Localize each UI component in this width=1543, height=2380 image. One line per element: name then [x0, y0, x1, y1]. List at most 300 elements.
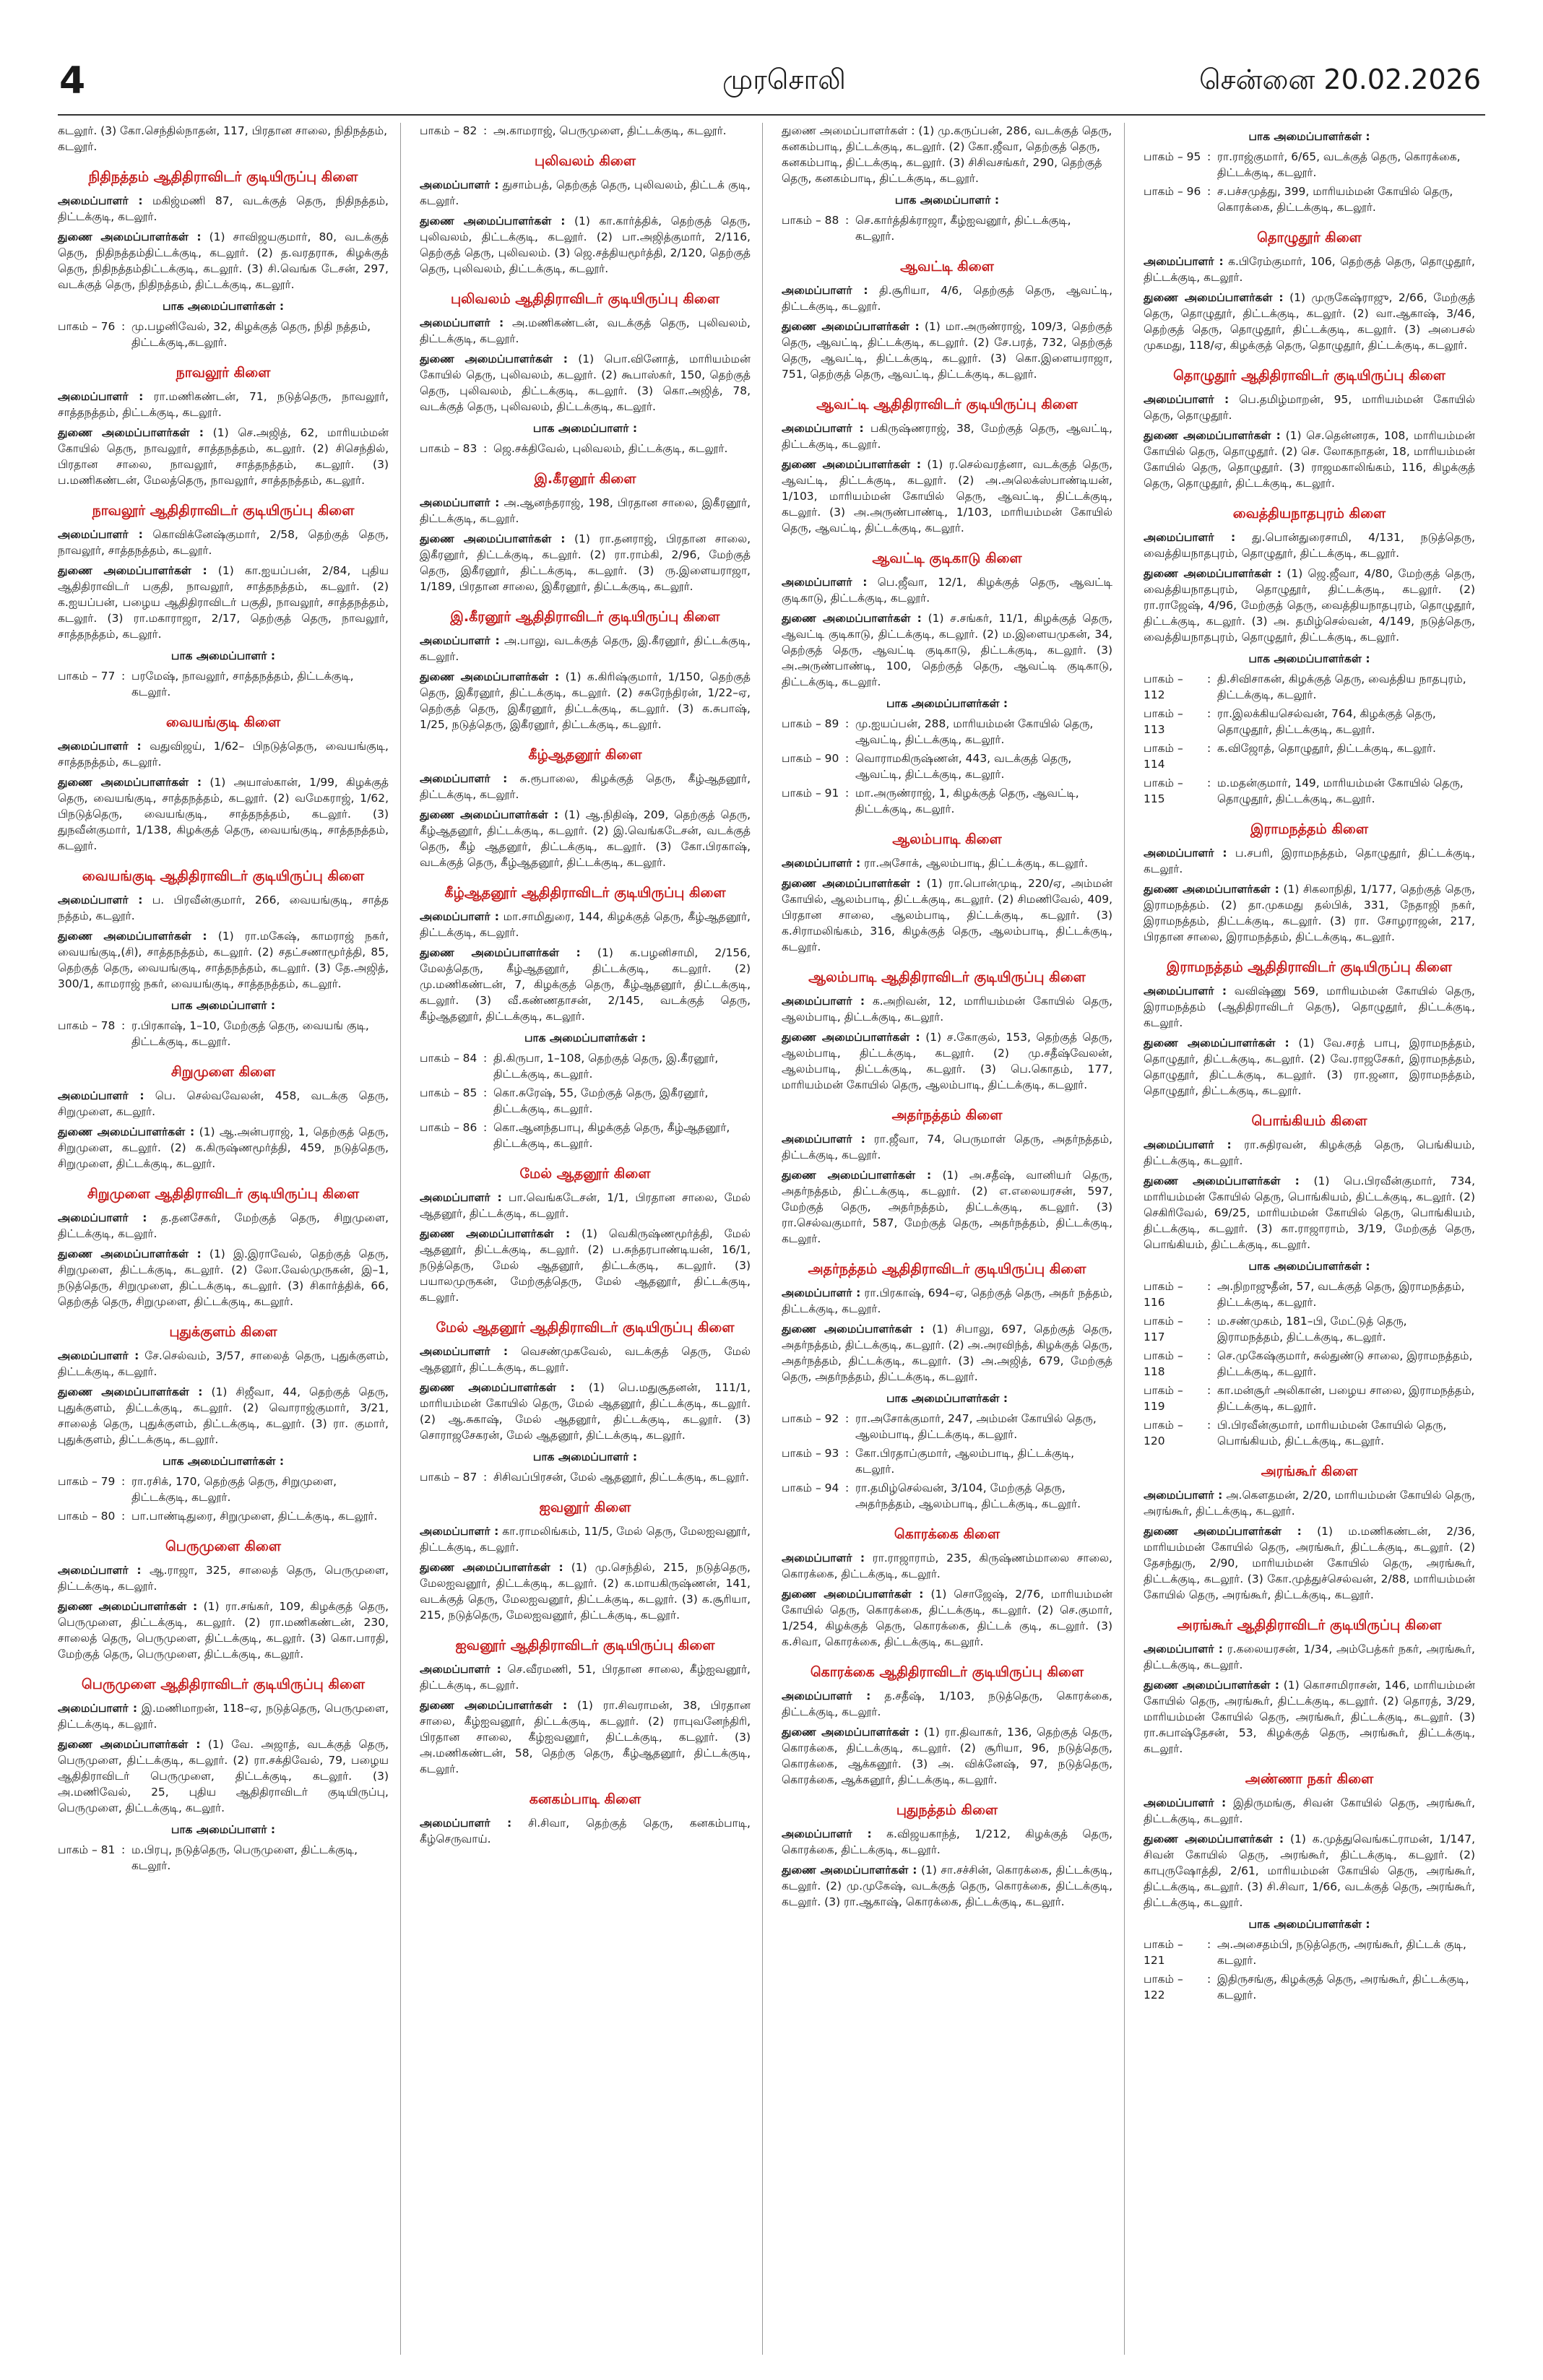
- role-label: துணை அமைப்பாளர்கள் :: [782, 1864, 917, 1877]
- part-details: தி.சிவிசாகன், கிழக்குத் தெரு, வைத்திய நாதபுரம், திட்டக்குடி, கடலூர்.: [1217, 672, 1466, 701]
- member-entry: [420, 807, 751, 870]
- member-details: சு.ரூபாலை, கிழக்குத் தெரு, கீழ்ஆதனூர், திட்டக்குடி, கடலூர்.: [420, 772, 751, 801]
- part-colon: :: [1207, 707, 1211, 720]
- branch-block: [58, 868, 389, 1050]
- role-label: அமைப்பாளர் :: [1144, 1138, 1232, 1151]
- member-details: பகிருஷ்ணராஜ், 38, மேற்குத் தெரு, ஆவட்டி, திட்டக்குடி, கடலூர்.: [782, 422, 1112, 451]
- role-label: அமைப்பாளர் :: [782, 1552, 865, 1565]
- part-row: [1144, 1417, 1475, 1449]
- member-entry: [1144, 1831, 1475, 1911]
- member-details: (1) சா.சச்சின், கொரக்கை, திட்டக்குடி, கடலூர். (2) மு.முகேஷ், வடக்குத் தெரு, கொரக்கை, திட்டக்குடி, கடலூர். (3) ரா.ஆகாஷ், கொரக்கை, திட்டக்குடி, கடலூர்.: [782, 1864, 1112, 1908]
- member-entry: [782, 1029, 1112, 1093]
- branch-block: [782, 123, 1112, 244]
- role-label: அமைப்பாளர் :: [58, 528, 143, 541]
- member-entry: [1144, 1035, 1475, 1099]
- part-details: பா.பாண்டிதுரை, சிறுமுளை, திட்டக்குடி, கடலூர்.: [131, 1510, 378, 1523]
- part-organisers-heading: பாக அமைப்பாளர்கள் :: [524, 1031, 647, 1044]
- part-number: பாகம் – 118: [1144, 1349, 1183, 1378]
- member-details: அ.மணிகண்டன், வடக்குத் தெரு, புலிவலம், திட்டக்குடி, கடலூர்.: [420, 316, 751, 345]
- branch-title: நாவலூர் கிளை: [176, 365, 271, 381]
- part-colon: :: [845, 752, 850, 765]
- branch-title: பெருமுளை ஆதிதிராவிடர் குடியிருப்பு கிளை: [81, 1676, 366, 1692]
- part-colon: :: [1207, 150, 1211, 163]
- part-organisers-heading: பாக அமைப்பாளர் :: [170, 999, 276, 1012]
- role-label: துணை அமைப்பாளர்கள் :: [782, 877, 921, 890]
- branch-block: [1144, 506, 1475, 807]
- member-entry: [782, 1321, 1112, 1385]
- branch-block: [1144, 1113, 1475, 1449]
- role-label: துணை அமைப்பாளர்கள் :: [58, 426, 204, 439]
- branch-block: [1144, 230, 1475, 353]
- part-colon: :: [121, 1475, 126, 1488]
- member-details: (1) ரா.தனராஜ், பிரதான சாலை, இகீரனூர், திட்டக்குடி, கடலூர். (2) ரா.ராம்கி, 2/96, மேற்குத் தெரு, இகீரனூர், திட்டக்குடி, கடலூர். (3) ரு.இளையராஜா, 1/189, பிரதான சாலை, இகீரனூர், திட்டக்குடி, கடலூர்.: [420, 532, 751, 593]
- branch-block: [1144, 368, 1475, 491]
- member-entry: [58, 229, 389, 293]
- member-entry: [420, 1697, 751, 1777]
- part-number: பாகம் – 77: [58, 670, 116, 683]
- part-row: [1144, 1313, 1475, 1345]
- member-entry: [1144, 1677, 1475, 1757]
- member-entry: [782, 1131, 1112, 1163]
- member-entry: [58, 1348, 389, 1380]
- part-organisers-heading: பாக அமைப்பாளர்கள் :: [162, 1455, 285, 1468]
- member-details: கா.ராமலிங்கம், 11/5, மேல் தெரு, மேலஐவனூர், திட்டக்குடி, கடலூர்.: [420, 1525, 751, 1554]
- branch-title: அரங்கூர் கிளை: [1261, 1463, 1358, 1479]
- part-organisers-heading: பாக அமைப்பாளர்கள் :: [886, 1392, 1008, 1405]
- part-details: கொ.சுரேஷ், 55, மேற்குத் தெரு, இகீரனூர், திட்டக்குடி, கடலூர்.: [493, 1086, 709, 1115]
- branch-title: வைத்தியநாதபுரம் கிளை: [1232, 506, 1386, 522]
- part-row: [420, 123, 751, 139]
- part-row: [1144, 740, 1475, 772]
- part-details: தி.கிருபா, 1–108, தெற்குத் தெரு, இ.கீரனூர், திட்டக்குடி, கடலூர்.: [493, 1052, 719, 1081]
- branch-title: அண்ணா நகர் கிளை: [1245, 1771, 1374, 1787]
- part-row: [58, 1018, 389, 1050]
- column-4: [1144, 123, 1487, 2355]
- masthead: [0, 0, 1543, 108]
- part-details: செ.முகேஷ்குமார், சுல்துண்டு சாலை, இராமநத்தம், திட்டக்குடி, கடலூர்.: [1217, 1349, 1473, 1378]
- branch-title: கொரக்கை கிளை: [894, 1526, 1000, 1542]
- member-entry: [420, 1190, 751, 1221]
- part-row: [58, 319, 389, 350]
- part-details: ம.சண்முகம், 181–பி, மேட்டுத் தெரு, இராமநத்தம், திட்டக்குடி, கடலூர்.: [1217, 1315, 1407, 1343]
- member-entry: [782, 855, 1112, 871]
- member-entry: [1144, 529, 1475, 561]
- branch-title: புதுநத்தம் கிளை: [896, 1802, 998, 1818]
- member-details: ரா.ராஜாராம், 235, கிருஷ்ணம்மாலை சாலை, கொரக்கை, திட்டக்குடி, கடலூர்.: [782, 1552, 1112, 1580]
- part-number: பாகம் – 113: [1144, 707, 1183, 736]
- part-colon: :: [845, 1447, 850, 1460]
- role-label: அமைப்பாளர் :: [1144, 847, 1227, 860]
- member-details: (1) செ.அஜித், 62, மாரியம்மன் கோயில் தெரு, நாவலூர், சாத்தநத்தம், கடலூர். (2) சிசெந்தில், பிரதான சாலை, நாவலூர், சாத்தநத்தம், கடலூர். (3) ப.மணிகண்டன், மேலத்தெரு, நாவலூர், சாத்தநத்தம், கடலூர்.: [58, 426, 389, 487]
- part-details: கா.மன்சூர் அலிகான், பழைய சாலை, இராமநத்தம், திட்டக்குடி, கடலூர்.: [1217, 1384, 1475, 1413]
- member-details: (1) வெகிருஷ்ணமூர்த்தி, மேல் ஆதனூர், திட்டக்குடி, கடலூர். (2) ப.சுந்தரபாண்டியன், 16/1, நடுத்தெரு, மேல் ஆதனூர், திட்டக்குடி, கடலூர். (3) பயாலமுருகன், மேற்குத்தெரு, மேல் ஆதனூர், திட்டக்குடி, கடலூர்.: [420, 1227, 751, 1304]
- part-colon: :: [121, 1510, 126, 1523]
- part-colon: :: [1207, 1938, 1211, 1951]
- member-entry: [58, 1384, 389, 1448]
- member-entry: [1144, 428, 1475, 491]
- part-number: பாகம் – 89: [782, 717, 839, 730]
- member-entry: [1144, 1795, 1475, 1827]
- branch-title: கனகம்பாடி கிளை: [529, 1791, 641, 1807]
- part-row: [420, 1469, 751, 1485]
- role-label: துணை அமைப்பாளர்கள் :: [58, 230, 202, 243]
- role-label: துணை அமைப்பாளர்கள் :: [420, 1561, 563, 1574]
- part-row: [782, 716, 1112, 748]
- part-colon: :: [483, 1052, 488, 1065]
- part-details: மு.ஐயப்பன், 288, மாரியம்மன் கோயில் தெரு, ஆவட்டி, திட்டக்குடி, கடலூர்.: [855, 717, 1094, 746]
- member-details: ஆ.ராஜா, 325, சாலைத் தெரு, பெருமுளை, திட்டக்குடி, கடலூர்.: [58, 1564, 389, 1593]
- part-details: மு.பழனிவேல், 32, கிழக்குத் தெரு, நிதி நத்தம், திட்டக்குடி,கடலூர்.: [131, 320, 371, 349]
- role-label: அமைப்பாளர் :: [420, 316, 504, 329]
- branch-block: [782, 397, 1112, 536]
- member-details: ரா.அசோக், ஆலம்பாடி, திட்டக்குடி, கடலூர்.: [864, 857, 1089, 870]
- member-entry: [1144, 1487, 1475, 1519]
- branch-block: [420, 471, 751, 594]
- member-details: (1) க.கிரிஷ்குமார், 1/150, தெற்குத் தெரு, இகீரனூர், திட்டக்குடி, கடலூர். (2) சசுரேந்திரன், 1/22–ஏ, தெற்குத் தெரு, இகீரனூர், திட்டக்குடி, கடலூர். (3) க.சுபாஷ், 1/25, நடுத்தெரு, இகீரனூர், திட்டக்குடி, கடலூர்.: [420, 670, 751, 731]
- continued-text: கடலூர். (3) கோ.செந்தில்நாதன், 117, பிரதான சாலை, நிதிநத்தம், கடலூர்.: [58, 124, 388, 153]
- role-label: துணை அமைப்பாளர்கள் :: [58, 1247, 202, 1260]
- role-label: துணை அமைப்பாளர்கள் :: [420, 670, 560, 683]
- part-number: பாகம் – 79: [58, 1475, 116, 1488]
- branch-block: [58, 169, 389, 350]
- member-entry: [1144, 391, 1475, 423]
- part-details: ம.பிரபு, நடுத்தெரு, பெருமுளை, திட்டக்குடி, கடலூர்.: [131, 1843, 358, 1872]
- part-number: பாகம் – 76: [58, 320, 116, 333]
- part-row: [58, 1474, 389, 1505]
- role-label: அமைப்பாளர் :: [1144, 255, 1224, 268]
- member-details: அ.பாலு, வடக்குத் தெரு, இ.கீரனூர், திட்டக்குடி, கடலூர்.: [420, 634, 751, 663]
- role-label: துணை அமைப்பாளர்கள் :: [782, 1726, 920, 1739]
- member-entry: [1144, 1641, 1475, 1673]
- member-details: இதிருமங்கு, சிவன் கோயில் தெரு, அரங்கூர், திட்டக்குடி, கடலூர்.: [1144, 1796, 1476, 1825]
- branch-block: [782, 831, 1112, 955]
- member-entry: [420, 495, 751, 527]
- branch-block: [420, 1320, 751, 1485]
- branch-title: அதர்நத்தம் கிளை: [891, 1107, 1003, 1123]
- member-details: க.அறிவன், 12, மாரியம்மன் கோயில் தெரு, ஆலம்பாடி, திட்டக்குடி, கடலூர்.: [782, 995, 1112, 1024]
- part-details: ரா.இலக்கியசெல்வன், 764, கிழக்குத் தெரு, தொழுதூர், திட்டக்குடி, கடலூர்.: [1217, 707, 1436, 736]
- member-entry: [782, 1167, 1112, 1247]
- branch-title: நிதிநத்தம் ஆதிதிராவிடர் குடியிருப்பு கிளை: [88, 169, 358, 185]
- branch-title: வையங்குடி கிளை: [165, 714, 281, 730]
- member-entry: [420, 945, 751, 1024]
- member-entry: [782, 1285, 1112, 1317]
- role-label: அமைப்பாளர் :: [420, 1345, 509, 1358]
- member-entry: [420, 1226, 751, 1305]
- part-details: வொராமகிருஷ்ணன், 443, வடக்குத் தெரு, ஆவட்டி, திட்டக்குடி, கடலூர்.: [855, 752, 1072, 781]
- member-details: (1) பொ.வினோத், மாரியம்மன் கோயில் தெரு, புலிவலம், கடலூர். (2) கூபாஸ்கர், 150, தெற்குத் தெரு, புலிவலம், திட்டக்குடி, கடலூர். (3) கொ.அஜித், 78, வடக்குத் தெரு, புலிவலம், திட்டக்குடி, கடலூர்.: [420, 352, 751, 413]
- part-row: [1144, 1971, 1475, 2003]
- part-number: பாகம் – 90: [782, 752, 839, 765]
- role-label: அமைப்பாளர் :: [1144, 531, 1236, 544]
- branch-title: கீழ்ஆதனூர் ஆதிதிராவிடர் குடியிருப்பு கிளை: [444, 885, 726, 901]
- part-details: ர.பிரகாஷ், 1–10, மேற்குத் தெரு, வையங் குடி, திட்டக்குடி, கடலூர்.: [131, 1019, 369, 1048]
- role-label: துணை அமைப்பாளர்கள் :: [420, 946, 581, 959]
- branch-block: [782, 1802, 1112, 1910]
- role-label: துணை அமைப்பாளர்கள் :: [782, 1323, 925, 1336]
- member-details: து.பொன்துரைசாமி, 4/131, நடுத்தெரு, வைத்தியநாதபுரம், தொழுதூர், திட்டக்குடி, கடலூர்.: [1144, 531, 1476, 560]
- member-entry: [782, 456, 1112, 536]
- role-label: துணை அமைப்பாளர்கள் :: [420, 352, 568, 365]
- part-colon: :: [483, 1086, 488, 1099]
- role-label: அமைப்பாளர் :: [782, 576, 868, 589]
- member-entry: [58, 738, 389, 770]
- member-details: வவிஷ்ணு 569, மாரியம்மன் கோயில் தெரு, இராமநத்தம் (ஆதிதிராவிடர் தெரு), தொழுதூர், திட்டக்குடி, கடலூர்.: [1144, 985, 1475, 1029]
- part-number: பாகம் – 120: [1144, 1419, 1183, 1448]
- member-entry: [1144, 1173, 1475, 1252]
- part-details: ரா.அசோக்குமார், 247, அம்மன் கோயில் தெரு, ஆலம்பாடி, திட்டக்குடி, கடலூர்.: [855, 1412, 1097, 1441]
- branch-title: ஐவனூர் ஆதிதிராவிடர் குடியிருப்பு கிளை: [455, 1637, 715, 1653]
- part-colon: :: [845, 214, 850, 227]
- role-label: துணை அமைப்பாளர்கள் :: [420, 808, 559, 821]
- role-label: துணை அமைப்பாளர்கள் :: [1144, 883, 1279, 896]
- member-entry: [58, 193, 389, 225]
- part-number: பாகம் – 78: [58, 1019, 116, 1032]
- part-colon: :: [845, 1412, 850, 1425]
- member-details: த.சதீஷ், 1/103, நடுத்தெரு, கொரக்கை, திட்டக்குடி, கடலூர்.: [782, 1689, 1112, 1718]
- role-label: அமைப்பாளர் :: [782, 1133, 865, 1146]
- member-details: (1) ரா.சிவராமன், 38, பிரதான சாலை, கீழ்ஐவனூர், திட்டக்குடி, கடலூர். (2) ராபுவனேந்திரி, பிரதான சாலை, கீழ்ஐவனூர், திட்டக்குடி, கடலூர். (3) அ.மணிகண்டன், 58, தெற்கு தெரு, கீழ்ஆதனூர், திட்டக்குடி, கடலூர்.: [420, 1699, 751, 1775]
- continued-text: துணை அமைப்பாளர்கள் : (1) மு.கருப்பன், 286, வடக்குத் தெரு, கனகம்பாடி, திட்டக்குடி, கடலூர். (2) கோ.ஜீவா, தெற்குத் தெரு, கனகம்பாடி, திட்டக்குடி, கடலூர். (3) சிசிவசங்கர், 290, தெற்குத் தெரு, கனகம்பாடி, திட்டக்குடி, கடலூர்.: [782, 124, 1112, 185]
- branch-block: [420, 1637, 751, 1777]
- branch-block: [1144, 959, 1475, 1099]
- branch-block: [782, 259, 1112, 382]
- branch-block: [420, 609, 751, 732]
- branch-title: பொங்கியம் கிளை: [1251, 1113, 1367, 1129]
- branch-title: மேல் ஆதனூர் கிளை: [519, 1166, 651, 1182]
- part-row: [420, 1085, 751, 1117]
- part-details: அ.நிறாஜுதீன், 57, வடக்குத் தெரு, இராமநத்தம், திட்டக்குடி, கடலூர்.: [1217, 1280, 1465, 1309]
- member-details: (1) சிபாலு, 697, தெற்குத் தெரு, அதர்நத்தம், திட்டக்குடி, கடலூர். (2) அ.அரவிந்த், கிழக்குத் தெரு, அதர்நத்தம், திட்டக்குடி, கடலூர். (3) அ.அஜித், 679, மேற்குத் தெரு, அதர்நத்தம், திட்டக்குடி, கடலூர்.: [782, 1323, 1112, 1383]
- part-row: [1144, 183, 1475, 215]
- member-details: (1) ஜெ.ஜீவா, 4/80, மேற்குத் தெரு, வைத்தியநாதபுரம், தொழுதூர், திட்டக்குடி, கடலூர். (2) ரா.ராஜேஷ், 4/96, மேற்குத் தெரு, வைத்தியநாதபுரம், தொழுதூர், திட்டக்குடி, கடலூர். (3) அ. தமிழ்செல்வன், 4/149, நடுத்தெரு, வைத்தியநாதபுரம், தொழுதூர், திட்டக்குடி, கடலூர்.: [1144, 567, 1476, 644]
- part-number: பாகம் – 81: [58, 1843, 116, 1856]
- member-entry: [782, 1550, 1112, 1582]
- part-organisers-heading: பாக அமைப்பாளர் :: [532, 1450, 638, 1463]
- role-label: துணை அமைப்பாளர்கள் :: [1144, 291, 1284, 304]
- column-2: [420, 123, 763, 2355]
- role-label: அமைப்பாளர் :: [782, 1689, 871, 1702]
- member-details: பெ. செல்வவேலன், 458, வடக்கு தெரு, சிறுமுளை, கடலூர்.: [58, 1089, 389, 1118]
- role-label: அமைப்பாளர் :: [782, 284, 868, 297]
- role-label: துணை அமைப்பாளர்கள் :: [782, 320, 920, 333]
- branch-title: ஆவட்டி ஆதிதிராவிடர் குடியிருப்பு கிளை: [816, 397, 1078, 412]
- branch-block: [58, 1064, 389, 1172]
- role-label: துணை அமைப்பாளர்கள் :: [420, 1227, 571, 1240]
- branch-block: [58, 1324, 389, 1524]
- member-entry: [58, 774, 389, 854]
- part-number: பாகம் – 83: [420, 442, 477, 455]
- member-details: (1) வே. அஜாத், வடக்குத் தெரு, பெருமுளை, திட்டக்குடி, கடலூர். (2) ரா.சக்திவேல், 79, பழைய ஆதிதிராவிடர் பெருமுளை, திட்டக்குடி, கடலூர். (3) அ.மணிவேல், 25, புதிய ஆதிதிராவிடர் குடியிருப்பு, பெருமுளை, திட்டக்குடி, கடலூர்.: [58, 1738, 389, 1814]
- member-details: தி.சூரியா, 4/6, தெற்குத் தெரு, ஆவட்டி, திட்டக்குடி, கடலூர்.: [782, 284, 1112, 313]
- role-label: அமைப்பாளர் :: [420, 1817, 512, 1830]
- part-row: [782, 750, 1112, 782]
- member-details: (1) ர.செல்வரத்னா, வடக்குத் தெரு, ஆவட்டி, திட்டக்குடி, கடலூர். (2) அ.அலெக்ஸ்பாண்டியன், 1/103, மாரியம்மன் கோயில் தெரு, ஆவட்டி, திட்டக்குடி, கடலூர். (3) அ.அருண்பாண்டி, 1/103, மாரியம்மன் கோயில் தெரு, ஆவட்டி, திட்டக்குடி, கடலூர்.: [782, 458, 1112, 535]
- branch-title: ஆலம்பாடி ஆதிதிராவிடர் குடியிருப்பு கிளை: [808, 969, 1086, 985]
- branch-title: புலிவலம் ஆதிதிராவிடர் குடியிருப்பு கிளை: [450, 291, 720, 307]
- role-label: துணை அமைப்பாளர்கள் :: [58, 776, 202, 789]
- part-colon: :: [483, 124, 488, 137]
- member-entry: [58, 1598, 389, 1662]
- part-number: பாகம் – 122: [1144, 1973, 1183, 2002]
- member-entry: [782, 1724, 1112, 1788]
- member-entry: [1144, 254, 1475, 285]
- member-details: (1) க.பழனிசாமி, 2/156, மேலத்தெரு, கீழ்ஆதனூர், திட்டக்குடி, கடலூர். (2) மு.மணிகண்டன், 7, கிழக்குத் தெரு, கீழ்ஆதனூர், திட்டக்குடி, கடலூர். (3) வீ.கண்ணதாசன், 2/145, வடக்குத் தெரு, கீழ்ஆதனூர், திட்டக்குடி, கடலூர்.: [420, 946, 751, 1023]
- role-label: அமைப்பாளர் :: [1144, 985, 1227, 998]
- role-label: துணை அமைப்பாளர்கள் :: [1144, 1832, 1284, 1845]
- role-label: துணை அமைப்பாளர்கள் :: [1144, 1037, 1289, 1050]
- role-label: அமைப்பாளர் :: [420, 634, 500, 647]
- member-entry: [420, 1815, 751, 1847]
- role-label: அமைப்பாளர் :: [420, 772, 508, 785]
- branch-block: [1144, 821, 1475, 945]
- part-colon: :: [1207, 742, 1211, 755]
- part-row: [782, 1480, 1112, 1512]
- part-number: பாகம் – 96: [1144, 185, 1201, 198]
- member-entry: [782, 574, 1112, 606]
- part-details: மா.அருண்ராஜ், 1, கிழக்குத் தெரு, ஆவட்டி, திட்டக்குடி, கடலூர்.: [855, 787, 1079, 815]
- member-entry: [58, 1246, 389, 1310]
- part-row: [1144, 1937, 1475, 1968]
- branch-title: சிறுமுளை கிளை: [170, 1064, 276, 1080]
- member-details: இ.மணிமாறன், 118–ஏ, நடுத்தெரு, பெருமுளை, திட்டக்குடி, கடலூர்.: [58, 1702, 389, 1731]
- branch-block: [782, 1107, 1112, 1247]
- member-entry: [420, 351, 751, 415]
- column-3: [782, 123, 1125, 2355]
- branch-block: [58, 123, 389, 155]
- part-row: [782, 212, 1112, 244]
- member-entry: [420, 1661, 751, 1693]
- member-details: (1) ம.மணிகண்டன், 2/36, மாரியம்மன் கோயில் தெரு, அரங்கூர், திட்டக்குடி, கடலூர். (2) தேசந்துரு, 2/90, மாரியம்மன் கோயில் தெரு, அரங்கூர், திட்டக்குடி, கடலூர். (3) கோ.முத்துச்செல்வன், 2/88, மாரியம்மன் கோயில் தெரு, அரங்கூர், திட்டக்குடி, கடலூர்.: [1144, 1525, 1476, 1601]
- member-entry: [58, 389, 389, 420]
- branch-title: இராமநத்தம் ஆதிதிராவிடர் குடியிருப்பு கிளை: [1166, 959, 1453, 975]
- member-details: (1) கொசாமிராசன், 146, மாரியம்மன் கோயில் தெரு, அரங்கூர், திட்டக்குடி, கடலூர். (2) தொரத், 3/29, மாரியம்மன் கோயில் தெரு, அரங்கூர், திட்டக்குடி, கடலூர். (3) ரா.சுபாஷ்தேசன், 53, கிழக்குத் தெரு, அரங்கூர், திட்டக்குடி, கடலூர்.: [1144, 1679, 1475, 1755]
- article-columns: [58, 123, 1487, 2355]
- part-colon: :: [845, 1481, 850, 1494]
- part-colon: :: [121, 320, 126, 333]
- part-number: பாகம் – 84: [420, 1052, 477, 1065]
- member-entry: [782, 420, 1112, 452]
- member-entry: [420, 531, 751, 594]
- member-details: மா.சாமிதுரை, 144, கிழக்குத் தெரு, கீழ்ஆதனூர், திட்டக்குடி, கடலூர்.: [420, 910, 751, 939]
- role-label: அமைப்பாளர் :: [420, 1525, 499, 1538]
- role-label: அமைப்பாளர் :: [58, 1211, 147, 1224]
- part-row: [58, 1842, 389, 1874]
- member-entry: [782, 993, 1112, 1025]
- role-label: அமைப்பாளர் :: [1144, 1796, 1227, 1809]
- role-label: துணை அமைப்பாளர்கள் :: [58, 930, 207, 943]
- part-colon: :: [483, 1121, 488, 1134]
- branch-block: [420, 153, 751, 277]
- part-number: பாகம் – 114: [1144, 742, 1183, 771]
- part-colon: :: [1207, 1280, 1211, 1293]
- member-details: (1) அயாஸ்கான், 1/99, கிழக்குத் தெரு, வையங்குடி, சாத்தநத்தம், கடலூர். (2) வமேகராஜ், 1/62, பிநடுத்தெரு, வையங்குடி, சாத்தநத்தம், கடலூர். (3) துநவீன்குமார், 1/138, கிழக்குத் தெரு, வையங்குடி, சாத்தநத்தம், கடலூர்.: [58, 776, 389, 852]
- member-details: (1) சொஜேஷ், 2/76, மாரியம்மன் கோயில் தெரு, கொரக்கை, திட்டக்குடி, கடலூர். (2) செ.குமார், 1/254, கிழக்குத் தெரு, கொரக்கை, திட்டக் குடி, கடலூர். (3) க.சிவா, கொரக்கை, திட்டக்குடி, கடலூர்.: [782, 1588, 1112, 1648]
- branch-title: வையங்குடி ஆதிதிராவிடர் குடியிருப்பு கிளை: [82, 868, 365, 884]
- member-entry: [420, 1380, 751, 1443]
- newspaper-name: முரசொலி: [722, 64, 846, 95]
- page-number: 4: [59, 59, 86, 103]
- member-details: (1) அ.சதீஷ், வானியர் தெரு, அதர்நத்தம், திட்டக்குடி, கடலூர். (2) எ.எலையரசன், 597, மேற்குத் தெரு, அதர்நத்தம், திட்டக்குடி, கடலூர். (3) ரா.செல்வகுமார், 587, மேற்குத் தெரு, அதர்நத்தம், திட்டக்குடி, கடலூர்.: [782, 1169, 1112, 1245]
- member-details: ரா.பிரகாஷ், 694–ஏ, தெற்குத் தெரு, அதர் நத்தம், திட்டக்குடி, கடலூர்.: [782, 1286, 1113, 1315]
- part-number: பாகம் – 87: [420, 1471, 477, 1484]
- part-row: [782, 785, 1112, 817]
- member-details: (1) சிஜீவா, 44, தெற்குத் தெரு, புதுக்குளம், திட்டக்குடி, கடலூர். (2) வொராஜ்குமார், 3/21, சாலைத் தெரு, புதுக்குளம், திட்டக்குடி, கடலூர். (3) ரா. குமார், புதுக்குளம், திட்டக்குடி, கடலூர்.: [58, 1385, 389, 1446]
- part-colon: :: [483, 442, 488, 455]
- part-number: பாகம் – 88: [782, 214, 839, 227]
- part-colon: :: [1207, 672, 1211, 685]
- part-number: பாகம் – 86: [420, 1121, 477, 1134]
- member-details: (1) ரா.சங்கர், 109, கிழக்குத் தெரு, பெருமுளை, திட்டக்குடி, கடலூர். (2) ரா.மணிகண்டன், 230, சாலைத் தெரு, பெருமுளை, திட்டக்குடி, கடலூர். (3) கொ.பாரதி, மேற்குத் தெரு, பெருமுளை, திட்டக்குடி, கடலூர்.: [58, 1600, 389, 1661]
- member-details: (1) இ.இராவேல், தெற்குத் தெரு, சிறுமுளை, திட்டக்குடி, கடலூர். (2) லோ.வேல்முருகன், இ–1, நடுத்தெரு, சிறுமுளை, திட்டக்குடி, கடலூர். (3) சிகார்த்திக், 66, தெற்குத் தெரு, சிறுமுளை, திட்டக்குடி, கடலூர்.: [58, 1247, 389, 1308]
- branch-block: [420, 747, 751, 870]
- role-label: அமைப்பாளர் :: [782, 1827, 872, 1840]
- member-entry: [420, 1343, 751, 1375]
- header-divider: [58, 114, 1485, 116]
- member-entry: [58, 1700, 389, 1732]
- role-label: அமைப்பாளர் :: [58, 390, 144, 403]
- member-entry: [58, 1124, 389, 1172]
- part-details: கோ.பிரதாப்குமார், ஆலம்பாடி, திட்டக்குடி, கடலூர்.: [855, 1447, 1075, 1476]
- part-organisers-heading: பாக அமைப்பாளர் :: [170, 1823, 276, 1836]
- member-entry: [420, 669, 751, 732]
- member-details: ரா.ஜீவா, 74, பெருமாள் தெரு, அதர்நத்தம், திட்டக்குடி, கடலூர்.: [782, 1133, 1112, 1161]
- role-label: அமைப்பாளர் :: [1144, 1643, 1223, 1656]
- role-label: துணை அமைப்பாளர்கள் :: [1144, 429, 1281, 442]
- member-entry: [58, 1210, 389, 1242]
- part-number: பாகம் – 119: [1144, 1384, 1183, 1413]
- part-details: க.விஜோத், தொழுதூர், திட்டக்குடி, கடலூர்.: [1217, 742, 1436, 755]
- role-label: துணை அமைப்பாளர்கள் :: [420, 1699, 568, 1712]
- branch-block: [1144, 1771, 1475, 2003]
- role-label: அமைப்பாளர் :: [1144, 393, 1229, 406]
- member-details: (1) பெ.மதுசூதனன், 111/1, மாரியம்மன் கோயில் தெரு, மேல் ஆதனூர், திட்டக்குடி, கடலூர். (2) ஆ.சுகாஷ், மேல் ஆதனூர், திட்டக்குடி, கடலூர். (3) சொராஜசேகரன், மேல் ஆதனூர், திட்டக்குடி, கடலூர்.: [420, 1381, 751, 1442]
- part-number: பாகம் – 94: [782, 1481, 839, 1494]
- member-entry: [420, 633, 751, 665]
- branch-block: [58, 1539, 389, 1662]
- part-number: பாகம் – 112: [1144, 672, 1183, 701]
- branch-block: [782, 1261, 1112, 1512]
- branch-title: ஆவட்டி கிளை: [900, 259, 994, 274]
- branch-title: சிறுமுளை ஆதிதிராவிடர் குடியிருப்பு கிளை: [87, 1186, 360, 1202]
- branch-title: கீழ்ஆதனூர் கிளை: [528, 747, 642, 763]
- branch-title: புதுக்குளம் கிளை: [169, 1324, 277, 1340]
- part-organisers-heading: பாக அமைப்பாளர்கள் :: [886, 697, 1008, 710]
- member-details: (1) கா.ஐயப்பன், 2/84, புதிய ஆதிதிராவிடர் பகுதி, நாவலூர், சாத்தநத்தம், கடலூர். (2) க.ஐயப்பன், பழைய ஆதிதிராவிடர் பகுதி, நாவலூர், சாத்தநத்தம், கடலூர். (3) ரா.மகாராஜா, 2/17, தெற்குத் தெரு, நாவலூர், சாத்தநத்தம், கடலூர்.: [58, 564, 389, 641]
- member-entry: [782, 1826, 1112, 1858]
- part-details: பி.பிரவீன்குமார், மாரியம்மன் கோயில் தெரு, பொங்கியம், திட்டக்குடி, கடலூர்.: [1217, 1419, 1447, 1448]
- part-row: [1144, 1382, 1475, 1414]
- branch-block: [420, 1500, 751, 1623]
- member-details: சே.செல்வம், 3/57, சாலைத் தெரு, புதுக்குளம், திட்டக்குடி, கடலூர்.: [58, 1349, 389, 1378]
- member-details: ப.சபரி, இராமநத்தம், தொழுதூர், திட்டக்குடி, கடலூர்.: [1144, 847, 1475, 875]
- part-colon: :: [845, 717, 850, 730]
- branch-block: [420, 1791, 751, 1847]
- role-label: துணை அமைப்பாளர்கள் :: [782, 1031, 920, 1044]
- part-details: பரமேஷ், நாவலூர், சாத்தநத்தம், திட்டக்குடி, கடலூர்.: [131, 670, 354, 698]
- branch-title: ஆவட்டி குடிகாடு கிளை: [872, 550, 1022, 566]
- branch-block: [782, 550, 1112, 817]
- member-entry: [420, 177, 751, 209]
- role-label: துணை அமைப்பாளர்கள் :: [420, 1381, 575, 1394]
- member-details: (1) ஆ.அன்பராஜ், 1, தெற்குத் தெரு, சிறுமுளை, கடலூர். (2) க.கிருஷ்ணமூர்த்தி, 459, நடுத்தெரு, சிறுமுளை, திட்டக்குடி, கடலூர்.: [58, 1125, 389, 1170]
- member-details: (1) ரா.பொன்முடி, 220/ஏ, அம்மன் கோயில், ஆலம்பாடி, திட்டக்குடி, கடலூர். (2) சிமணிவேல், 409, பிரதான சாலை, ஆலம்பாடி, திட்டக்குடி, கடலூர். (3) க.சிராமலிங்கம், 316, கிழக்குத் தெரு, ஆலம்பாடி, திட்டக்குடி, கடலூர்.: [782, 877, 1112, 953]
- part-row: [782, 1445, 1112, 1477]
- branch-block: [420, 291, 751, 456]
- role-label: துணை அமைப்பாளர்கள் :: [782, 612, 922, 625]
- part-row: [1144, 1278, 1475, 1310]
- branch-block: [58, 365, 389, 488]
